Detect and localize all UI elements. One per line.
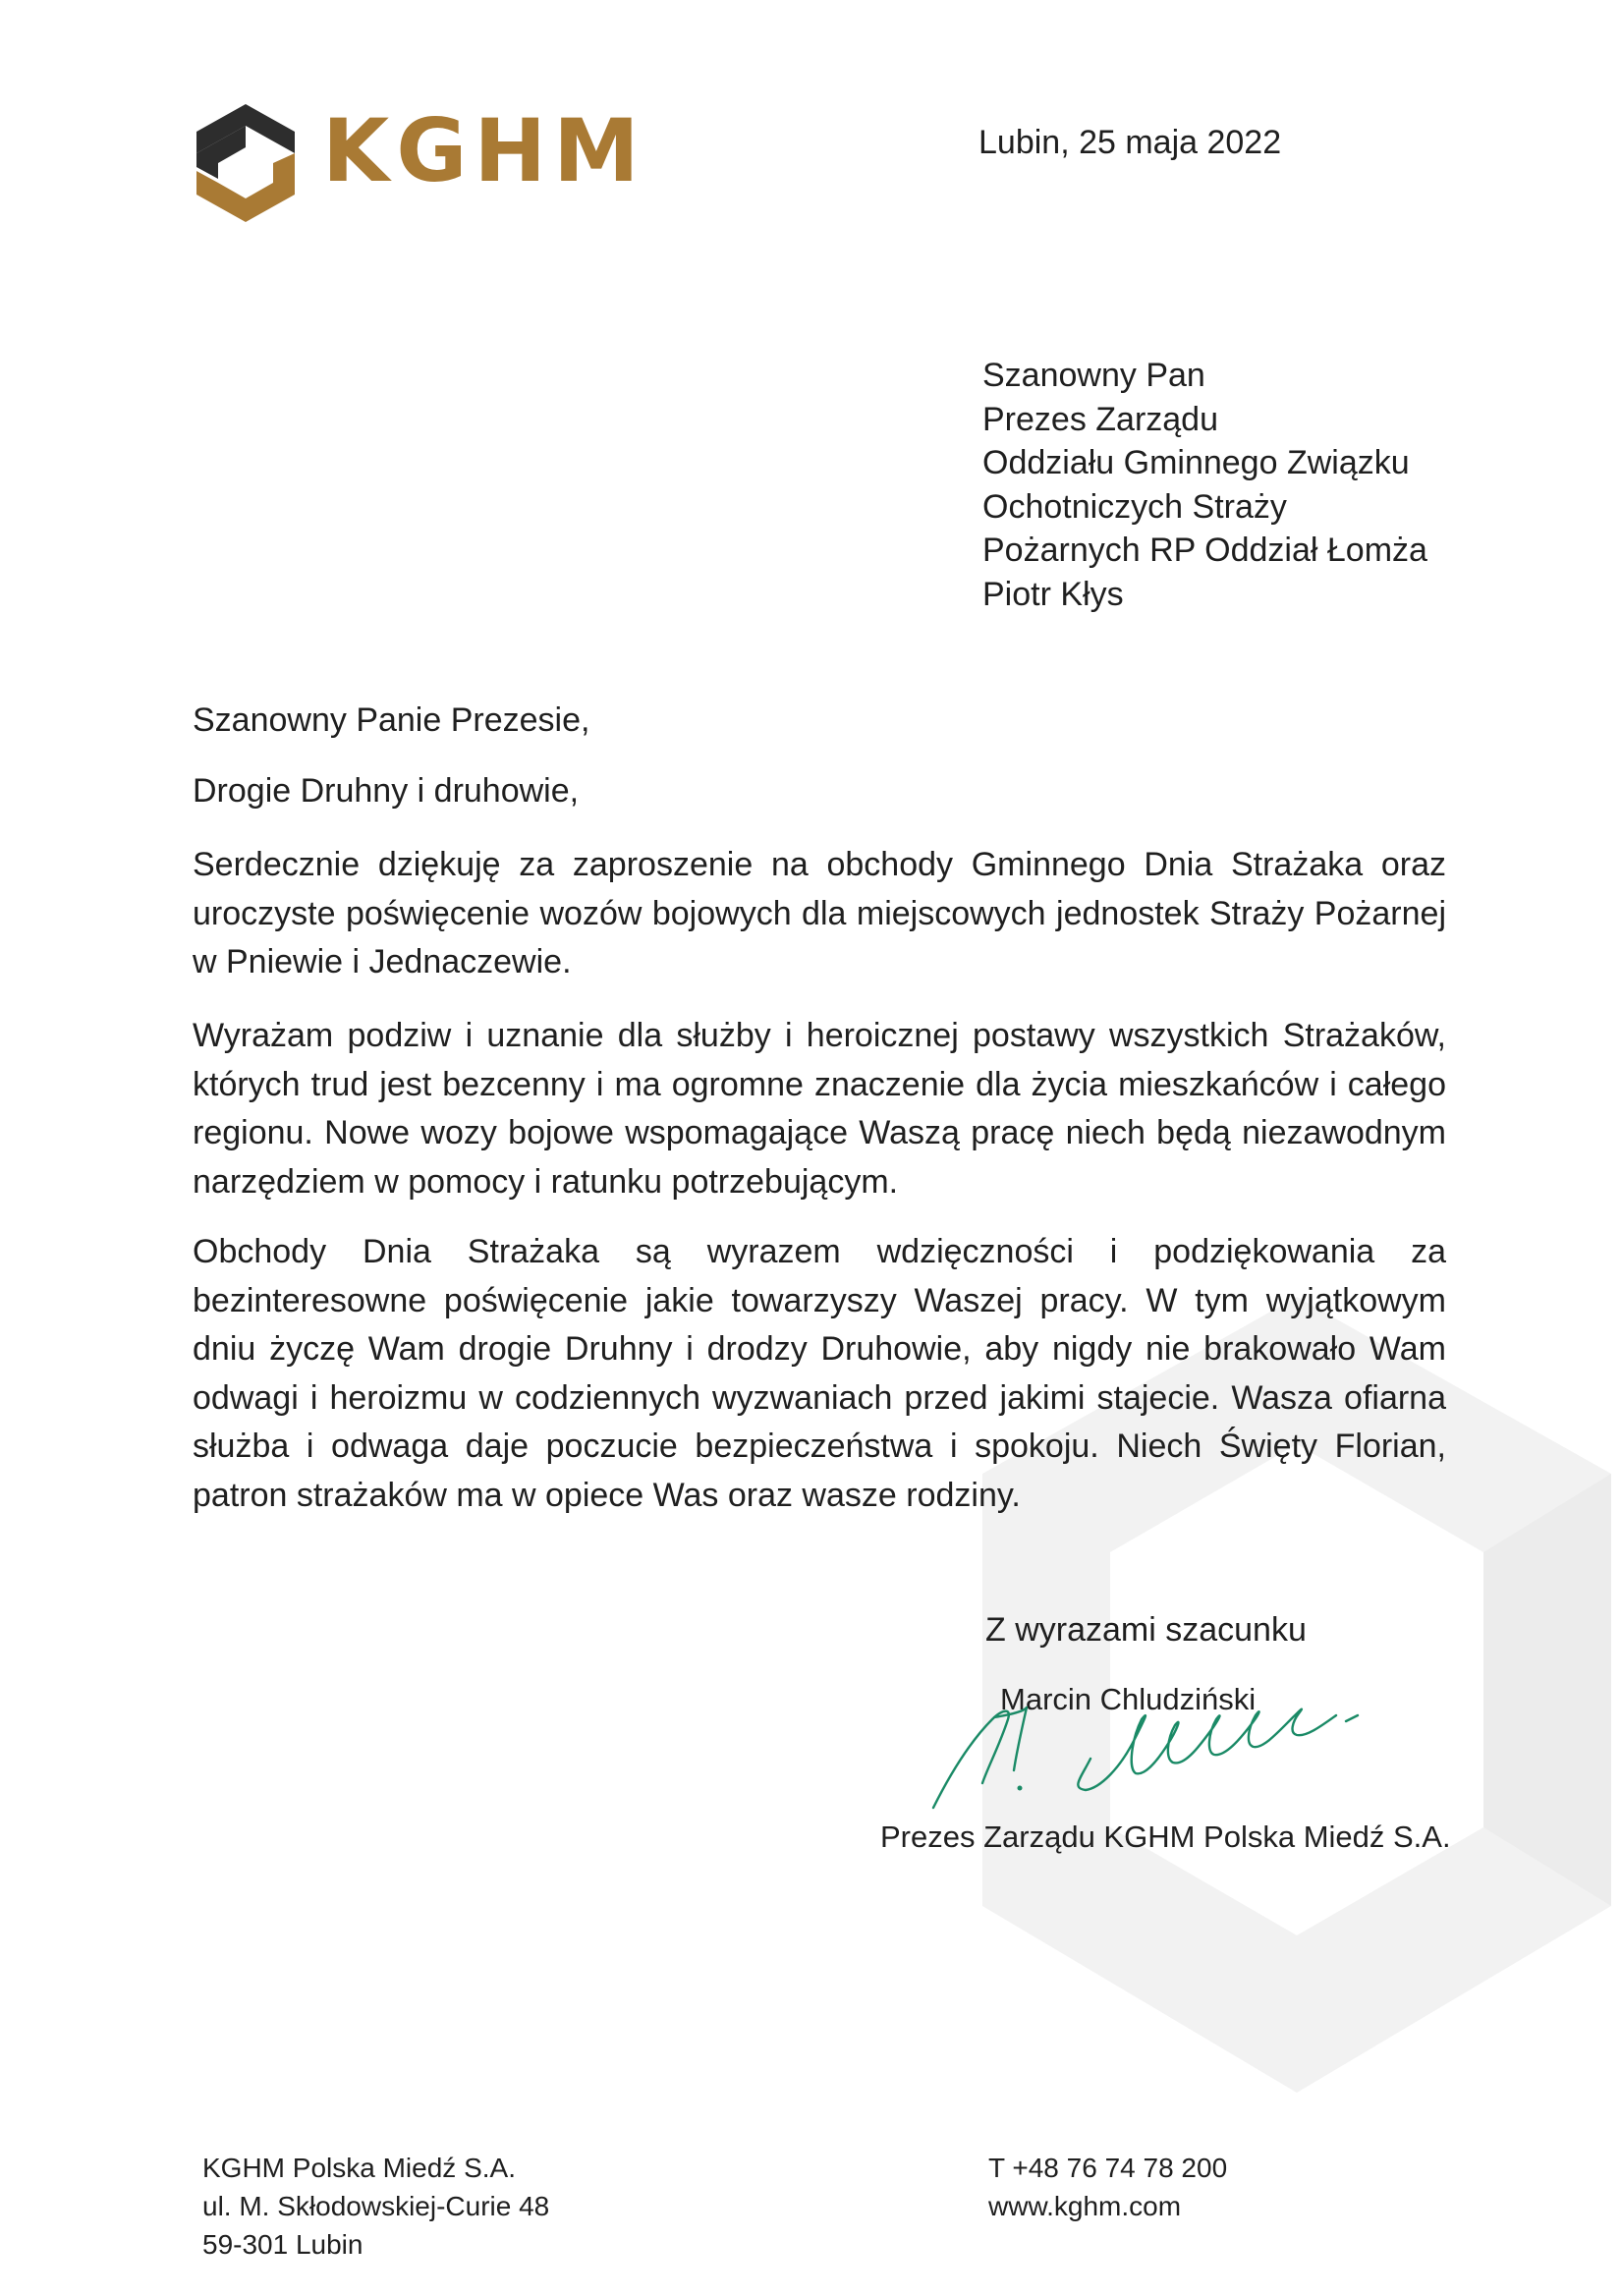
recipient-address — [982, 354, 1427, 617]
footer-city: 59-301 Lubin — [202, 2229, 363, 2260]
letter-date: Lubin, 25 maja 2022 — [978, 124, 1282, 161]
footer-street: ul. M. Skłodowskiej-Curie 48 — [202, 2191, 550, 2221]
kghm-logo — [193, 100, 646, 224]
footer-address — [202, 2149, 549, 2264]
recipient-line: Szanowny Pan — [982, 357, 1205, 394]
footer-website: www.kghm.com — [988, 2191, 1182, 2221]
recipient-line: Pożarnych RP Oddział Łomża — [982, 532, 1427, 570]
body-paragraph: Obchody Dnia Strażaka są wyrazem wdzięczności i podziękowania za bezinteresowne poświęcenie jakie towarzyszy Waszej pracy. W tym wyjątkowym dniu życzę Wam drogie Druhny i drodzy Druhowie, aby nigdy nie brakowało Wam odwagi i heroizmu w codziennych wyzwaniach przed jakimi stajecie. Wasza ofiarna służba i odwaga daje poczucie bezpieczeństwa i spokoju. Niech Święty Florian, patron strażaków ma w opiece Was oraz wasze rodziny. — [193, 1233, 1446, 1514]
handwritten-signature — [914, 1660, 1464, 1837]
hexagon-logo-icon — [193, 102, 299, 224]
body-paragraph: Serdecznie dziękuję za zaproszenie na obchody Gminnego Dnia Strażaka oraz uroczyste poświęcenie wozów bojowych dla miejscowych jednostek Straży Pożarnej w Pniewie i Jednaczewie. — [193, 846, 1446, 980]
recipient-line: Oddziału Gminnego Związku — [982, 444, 1410, 482]
footer-contact — [988, 2149, 1227, 2225]
recipient-line: Piotr Kłys — [982, 575, 1124, 613]
signer-name: Marcin Chludziński — [1000, 1682, 1257, 1716]
footer-company: KGHM Polska Miedź S.A. — [202, 2153, 516, 2183]
closing-regards: Z wyrazami szacunku — [985, 1611, 1307, 1649]
recipient-line: Ochotniczych Straży — [982, 487, 1287, 526]
signer-position: Prezes Zarządu KGHM Polska Miedź S.A. — [880, 1820, 1451, 1854]
salutation-secondary: Drogie Druhny i druhowie, — [193, 772, 580, 810]
logo-wordmark: KGHM — [322, 100, 646, 201]
body-paragraph: Wyrażam podziw i uznanie dla służby i heroicznej postawy wszystkich Strażaków, których trud jest bezcenny i ma ogromne znaczenie dla życia mieszkańców i całego regionu. Nowe wozy bojowe wspomagające Waszą pracę niech będą niezawodnym narzędziem w pomocy i ratunku potrzebującym. — [193, 1017, 1446, 1201]
salutation-primary: Szanowny Panie Prezesie, — [193, 701, 590, 739]
footer-phone: T +48 76 74 78 200 — [988, 2153, 1228, 2183]
recipient-line: Prezes Zarządu — [982, 400, 1218, 438]
